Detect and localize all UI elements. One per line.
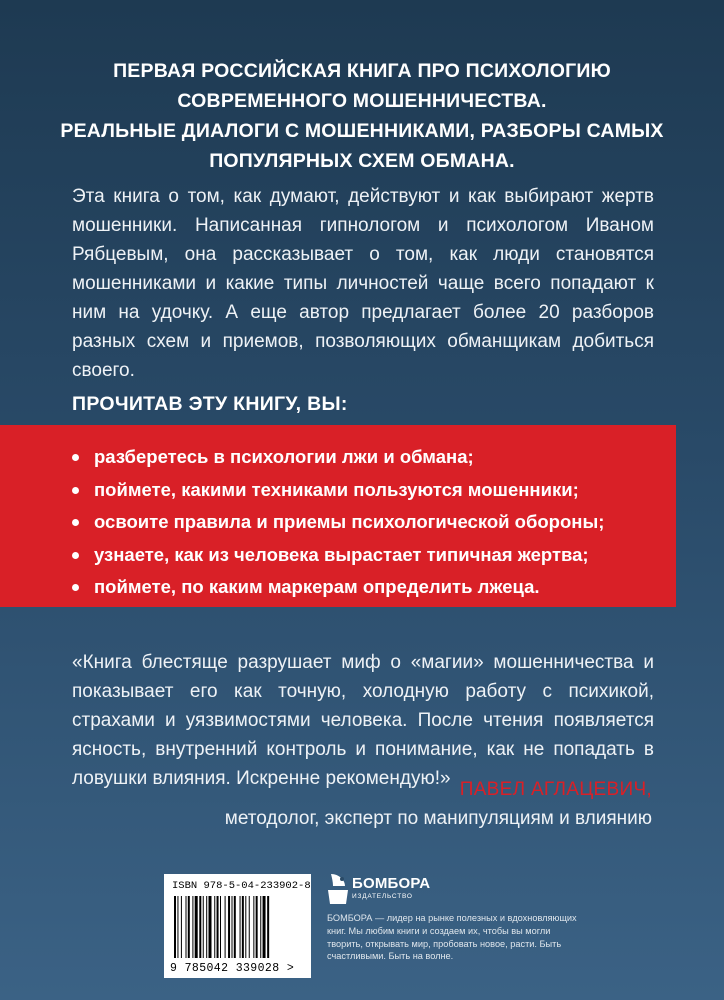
barcode-bar [228, 896, 230, 958]
barcode-bar [253, 896, 254, 958]
headline-line: СОВРЕМЕННОГО МОШЕННИЧЕСТВА. [177, 90, 547, 112]
list-item-text: освоите правила и приемы психологической обороны; [94, 511, 605, 532]
headline-line: ПЕРВАЯ РОССИЙСКАЯ КНИГА ПРО ПСИХОЛОГИЮ [113, 60, 611, 82]
intro-paragraph: Эта книга о том, как думают, действуют и как выбирают жертв мошенники. Написанная гипнологом и психологом Иваном Рябцевым, она рассказывает о том, как люди становятся мошенниками и какие типы личностей чаще всего попадают к ним на удочку. А еще автор предлагает более 20 разборов разных схем и приемов, позволяющих обманщикам добиться своего. [72, 186, 654, 381]
quote-author-role: методолог, эксперт по манипуляциям и влиянию [224, 808, 652, 829]
barcode-bar [267, 896, 269, 958]
bullet-dot-icon [72, 454, 79, 461]
barcode-bar [220, 896, 221, 958]
barcode-bar [174, 896, 176, 958]
barcode-bar [234, 896, 236, 958]
bullet-dot-icon [72, 519, 79, 526]
barcode-bar [245, 896, 246, 958]
publisher-description: БОМБОРА — лидер на рынке полезных и вдохновляющих книг. Мы любим книги и создаем их, чтобы вы могли творить, открывать мир, пробовать новое, расти. Быть счастливыми. Быть на волне. [327, 913, 577, 962]
bullet-dot-icon [72, 584, 79, 591]
headline-line: ПОПУЛЯРНЫХ СХЕМ ОБМАНА. [209, 150, 515, 172]
barcode-digits: 9 785042 339028 > [170, 962, 295, 975]
barcode-bar [188, 896, 190, 958]
list-item-text: поймете, какими техниками пользуются мошенники; [94, 478, 579, 500]
barcode-bar [256, 896, 258, 958]
bullet-dot-icon [72, 552, 79, 559]
list-heading: ПРОЧИТАВ ЭТУ КНИГУ, ВЫ: [72, 393, 348, 415]
barcode-panel [164, 874, 311, 978]
list-item-text: разберетесь в психологии лжи и обмана; [94, 446, 474, 467]
barcode-bar [249, 896, 250, 958]
barcode-bar [242, 896, 244, 958]
barcode-bars [174, 896, 301, 958]
barcode-bar [214, 896, 215, 958]
barcode-bar [186, 896, 187, 958]
bombora-wave-icon [327, 872, 349, 906]
barcode-bar [217, 896, 219, 958]
review-quote: «Книга блестяще разрушает миф о «магии» мошенничества и показывает его как точную, холодную работу с психикой, страхами и уязвимостями человека. После чтения появляется ясность, внутренний контроль и понимание, как не попадать в ловушки влияния. Искренне рекомендую!» [72, 652, 654, 789]
barcode-bar [232, 896, 233, 958]
barcode-bar [240, 896, 241, 958]
list-item-text: узнаете, как из человека вырастает типичная жертва; [94, 543, 589, 565]
barcode-bar [199, 896, 201, 958]
list-item [72, 539, 676, 572]
barcode-bar [225, 896, 226, 958]
bullet-dot-icon [72, 487, 79, 494]
quote-author: ПАВЕЛ АГЛАЦЕВИЧ, [459, 779, 652, 800]
isbn-label: ISBN 978-5-04-233902-8 [172, 880, 311, 892]
list-item [72, 441, 676, 474]
barcode-bar [177, 896, 178, 958]
headline [40, 56, 684, 176]
barcode-bar [209, 896, 212, 958]
barcode-bar [260, 896, 261, 958]
headline-line: РЕАЛЬНЫЕ ДИАЛОГИ С МОШЕННИКАМИ, РАЗБОРЫ САМЫХ [60, 120, 664, 142]
list-item [72, 474, 676, 507]
barcode-bar [192, 896, 193, 958]
list-item-text: поймете, по каким маркерам определить лжеца. [94, 576, 540, 597]
list-item [72, 571, 676, 604]
publisher-name: БОМБОРА [352, 875, 431, 892]
list-item [72, 506, 676, 539]
barcode-bar [203, 896, 204, 958]
benefits-list [72, 441, 676, 604]
barcode-bar [181, 896, 182, 958]
barcode-bar [206, 896, 207, 958]
barcode-bar [195, 896, 198, 958]
barcode-bar [263, 896, 266, 958]
benefits-band [0, 425, 676, 607]
publisher-subtitle: ИЗДАТЕЛЬСТВО [352, 893, 413, 900]
